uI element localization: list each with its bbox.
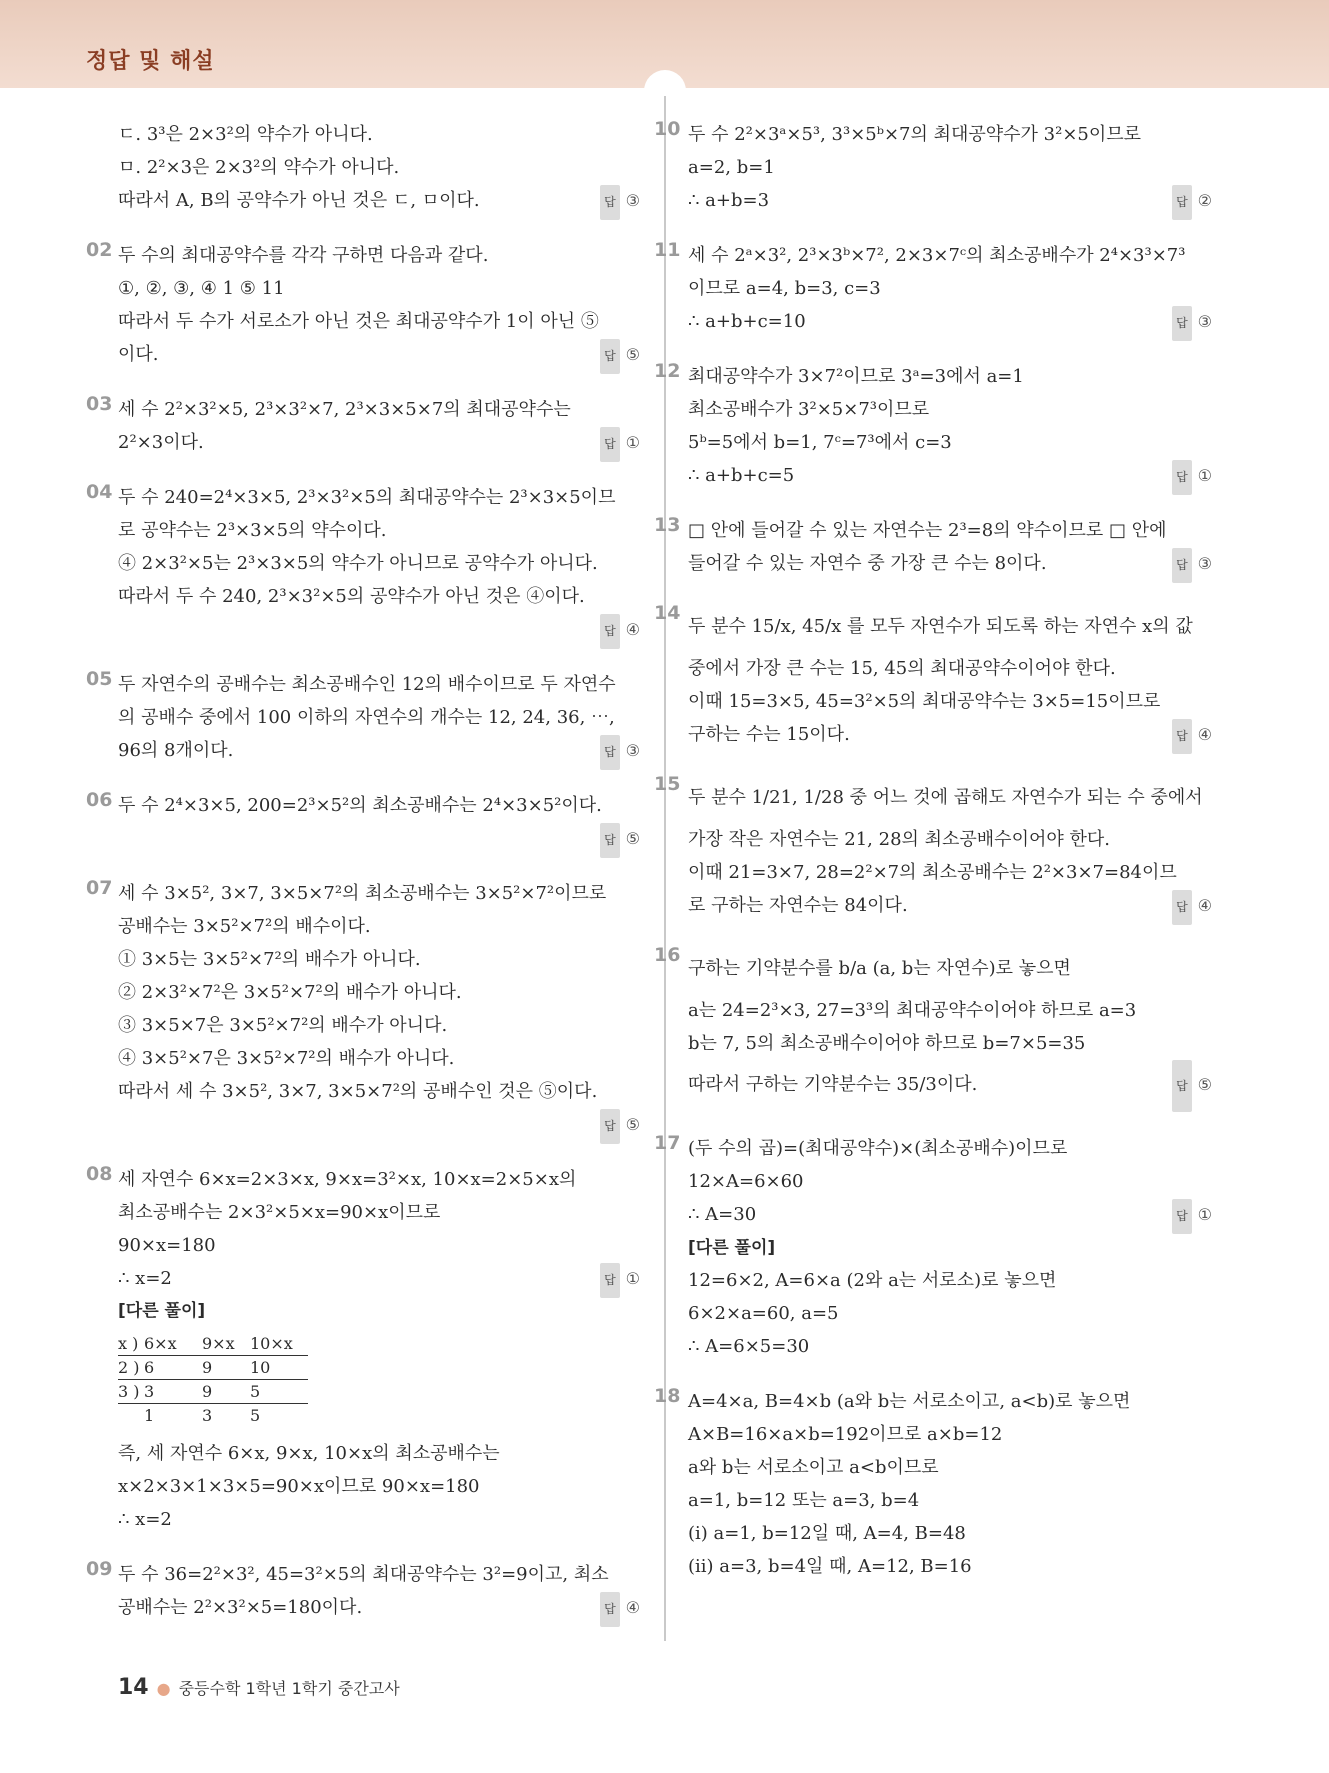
solution-line [118, 239, 640, 272]
ladder-cell: 2 ) [118, 1358, 140, 1377]
left-column [86, 118, 640, 1646]
solution-line [118, 1009, 640, 1042]
answer-mark [1172, 1198, 1212, 1234]
solution-line [118, 338, 640, 371]
solution-line [118, 1591, 640, 1624]
line-text: ①, ②, ③, ④ 1 ⑤ 11 [118, 278, 285, 299]
answer-value: ⑤ [1197, 1075, 1212, 1094]
line-text: 두 수의 최대공약수를 각각 구하면 다음과 같다. [118, 245, 489, 266]
line-text: ∴ a+b+c=5 [688, 465, 795, 486]
ladder-cell: 9 [202, 1358, 213, 1377]
line-text: (두 수의 곱)=(최대공약수)×(최소공배수)이므로 [688, 1138, 1068, 1159]
line-text: A=4×a, B=4×b (a와 b는 서로소이고, a<b)로 놓으면 [688, 1391, 1131, 1412]
answer-tag: 답 [600, 1109, 620, 1144]
answer-mark [600, 1108, 640, 1144]
ladder-cell: 3 ) [118, 1382, 140, 1401]
answer-mark [1172, 889, 1212, 925]
solution-line [688, 1060, 1212, 1110]
problem-number: 07 [86, 877, 113, 899]
solution-line [688, 1330, 1212, 1363]
answer-value: ④ [1197, 896, 1212, 915]
answer-tag: 답 [1172, 460, 1192, 495]
solution-line [688, 718, 1212, 751]
line-text: 두 수 240=2⁴×3×5, 2³×3²×5의 최대공약수는 2³×3×5이므 [118, 487, 616, 508]
line-text: 따라서 두 수 240, 2³×3²×5의 공약수가 아닌 것은 ④이다. [118, 586, 585, 607]
solution-line [688, 1165, 1212, 1198]
answer-value: ④ [625, 1598, 640, 1617]
line-text: 두 수 2²×3ᵃ×5³, 3³×5ᵇ×7의 최대공약수가 3²×5이므로 [688, 124, 1142, 145]
line-text: 세 자연수 6×x=2×3×x, 9×x=3²×x, 10×x=2×5×x의 [118, 1169, 577, 1190]
division-ladder [118, 1332, 640, 1427]
problem-number: 14 [654, 602, 681, 624]
solution-line [688, 118, 1212, 151]
line-text: a와 b는 서로소이고 a<b이므로 [688, 1457, 939, 1478]
answer-value: ① [625, 433, 640, 452]
line-text: a=1, b=12 또는 a=3, b=4 [688, 1490, 920, 1511]
problem-17 [654, 1132, 1212, 1363]
solution-line [118, 943, 640, 976]
ladder-row [118, 1404, 640, 1427]
solution-line [118, 613, 640, 646]
solution-line [688, 1385, 1212, 1418]
solution-line [688, 1451, 1212, 1484]
ladder-cell: 10 [250, 1358, 271, 1377]
answer-value: ① [1197, 1205, 1212, 1224]
page-number: 14 [118, 1675, 149, 1700]
solution-line [118, 1558, 640, 1591]
problem-06 [86, 789, 640, 855]
answer-mark [1172, 1060, 1212, 1112]
answer-value: ⑤ [625, 829, 640, 848]
answer-mark [1172, 547, 1212, 583]
problem-16 [654, 944, 1212, 1110]
answer-mark [600, 1591, 640, 1627]
answer-value: ⑤ [625, 345, 640, 364]
line-text: 이므로 a=4, b=3, c=3 [688, 278, 881, 299]
line-text: 90×x=180 [118, 1235, 216, 1256]
line-text: b는 7, 5의 최소공배수이어야 하므로 b=7×5=35 [688, 1033, 1086, 1054]
line-text: 96의 8개이다. [118, 740, 234, 761]
line-text: 최소공배수는 2×3²×5×x=90×x이므로 [118, 1202, 441, 1223]
ladder-cell: 5 [250, 1406, 261, 1425]
problem-03 [86, 393, 640, 459]
problem-number: 17 [654, 1132, 681, 1154]
line-text: ∴ A=6×5=30 [688, 1336, 810, 1357]
answer-mark [1172, 184, 1212, 220]
solution-line [688, 514, 1212, 547]
solution-line [688, 1418, 1212, 1451]
line-text: 6×2×a=60, a=5 [688, 1303, 839, 1324]
answer-tag: 답 [600, 427, 620, 462]
answer-value: ③ [1197, 554, 1212, 573]
answer-tag: 답 [600, 1592, 620, 1627]
solution-line [118, 514, 640, 547]
answer-mark [600, 822, 640, 858]
solution-line [118, 393, 640, 426]
solution-line [688, 944, 1212, 994]
problem-10 [654, 118, 1212, 217]
solution-line [688, 1027, 1212, 1060]
line-text: 세 수 2²×3²×5, 2³×3²×7, 2³×3×5×7의 최대공약수는 [118, 399, 571, 420]
ladder-cell: 1 [144, 1406, 155, 1425]
solution-line [688, 773, 1212, 823]
solution-line [688, 184, 1212, 217]
line-text: ∴ a+b+c=10 [688, 311, 806, 332]
answer-value: ④ [1197, 725, 1212, 744]
answer-tag: 답 [600, 185, 620, 220]
solution-line [118, 1163, 640, 1196]
problem-number: 06 [86, 789, 113, 811]
line-text: ④ 3×5²×7은 3×5²×7²의 배수가 아니다. [118, 1048, 455, 1069]
line-text: 2²×3이다. [118, 432, 204, 453]
problem-number: 04 [86, 481, 113, 503]
answer-tag: 답 [1172, 719, 1192, 754]
line-text: ③ 3×5×7은 3×5²×7²의 배수가 아니다. [118, 1015, 448, 1036]
solution-line [118, 701, 640, 734]
line-text: ㄷ. 3³은 2×3²의 약수가 아니다. [118, 124, 373, 145]
line-text: ∴ x=2 [118, 1509, 172, 1530]
line-text: 가장 작은 자연수는 21, 28의 최소공배수이어야 한다. [688, 829, 1110, 850]
line-text: 두 분수 1/21, 1/28 중 어느 것에 곱해도 자연수가 되는 수 중에서 [688, 787, 1203, 808]
line-text: 최대공약수가 3×7²이므로 3ᵃ=3에서 a=1 [688, 366, 1024, 387]
answer-mark [600, 1262, 640, 1298]
problem-number: 11 [654, 239, 681, 261]
answer-tag: 답 [1172, 306, 1192, 341]
solution-line [118, 151, 640, 184]
ladder-row [118, 1332, 308, 1356]
solution-line [688, 1517, 1212, 1550]
solution-line [688, 459, 1212, 492]
ladder-cell: 9 [202, 1382, 213, 1401]
line-text: 세 수 3×5², 3×7, 3×5×7²의 최소공배수는 3×5²×7²이므로 [118, 883, 607, 904]
footer [118, 1675, 400, 1700]
line-text: ④ 2×3²×5는 2³×3×5의 약수가 아니므로 공약수가 아니다. [118, 553, 598, 574]
line-text: a는 24=2³×3, 27=3³의 최대공약수이어야 하므로 a=3 [688, 1000, 1137, 1021]
line-text: 세 수 2ᵃ×3², 2³×3ᵇ×7², 2×3×7ᶜ의 최소공배수가 2⁴×3³×7³ [688, 245, 1186, 266]
problem-14 [654, 602, 1212, 751]
solution-line [688, 823, 1212, 856]
line-text: 구하는 기약분수를 b/a (a, b는 자연수)로 놓으면 [688, 958, 1071, 979]
problem-number: 03 [86, 393, 113, 415]
line-text: 로 구하는 자연수는 84이다. [688, 895, 908, 916]
solution-line [118, 1437, 640, 1470]
solution-line [688, 151, 1212, 184]
solution-line [118, 1262, 640, 1295]
answer-tag: 답 [600, 1263, 620, 1298]
ladder-cell: 6 [144, 1358, 155, 1377]
column-divider [664, 96, 666, 1641]
answer-tag: 답 [1172, 1199, 1192, 1234]
line-text: A×B=16×a×b=192이므로 a×b=12 [688, 1424, 1003, 1445]
solution-line [688, 1231, 1212, 1264]
solution-line [118, 822, 640, 855]
line-text: 이때 15=3×5, 45=3²×5의 최대공약수는 3×5=15이므로 [688, 691, 1161, 712]
right-column [654, 118, 1212, 1605]
problem-12 [654, 360, 1212, 492]
answer-tag: 답 [600, 339, 620, 374]
line-text: a=2, b=1 [688, 157, 775, 178]
answer-value: ② [1197, 191, 1212, 210]
answer-tag: 답 [1172, 890, 1192, 925]
ladder-cell: 3 [202, 1406, 213, 1425]
answer-tag: 답 [600, 823, 620, 858]
line-text: 공배수는 2²×3²×5=180이다. [118, 1597, 363, 1618]
problem-number: 05 [86, 668, 113, 690]
solution-line [688, 1550, 1212, 1583]
solution-line [688, 856, 1212, 889]
solution-line [688, 547, 1212, 580]
solution-line [688, 393, 1212, 426]
line-text: 12=6×2, A=6×a (2와 a는 서로소)로 놓으면 [688, 1270, 1057, 1291]
solution-line [688, 889, 1212, 922]
line-text: 두 분수 15/x, 45/x 를 모두 자연수가 되도록 하는 자연수 x의 값 [688, 616, 1193, 637]
problem-08 [86, 1163, 640, 1536]
solution-line [688, 305, 1212, 338]
line-text: ∴ x=2 [118, 1268, 172, 1289]
solution-line [118, 305, 640, 338]
solution-line [118, 426, 640, 459]
line-text: 두 수 36=2²×3², 45=3²×5의 최대공약수는 3²=9이고, 최소 [118, 1564, 609, 1585]
answer-value: ① [1197, 466, 1212, 485]
answer-tag: 답 [1172, 548, 1192, 583]
line-text: ∴ a+b=3 [688, 190, 770, 211]
solution-line [118, 547, 640, 580]
line-text: 따라서 두 수가 서로소가 아닌 것은 최대공약수가 1이 아닌 ⑤ [118, 311, 599, 332]
answer-value: ③ [1197, 312, 1212, 331]
line-text: □ 안에 들어갈 수 있는 자연수는 2³=8의 약수이므로 □ 안에 [688, 520, 1167, 541]
solution-line [688, 1198, 1212, 1231]
line-text: 즉, 세 자연수 6×x, 9×x, 10×x의 최소공배수는 [118, 1443, 500, 1464]
footer-dot-icon: ● [156, 1679, 171, 1698]
answer-mark [600, 184, 640, 220]
answer-mark [600, 734, 640, 770]
solution-line [688, 994, 1212, 1027]
answer-tag: 답 [600, 614, 620, 649]
solution-line [118, 1196, 640, 1229]
line-text: 들어갈 수 있는 자연수 중 가장 큰 수는 8이다. [688, 553, 1047, 574]
problem-15 [654, 773, 1212, 922]
problem-number: 09 [86, 1558, 113, 1580]
problem-07 [86, 877, 640, 1141]
answer-value: ③ [625, 741, 640, 760]
solution-line [118, 976, 640, 1009]
line-text: 구하는 수는 15이다. [688, 724, 850, 745]
answer-mark [1172, 305, 1212, 341]
problem-02 [86, 239, 640, 371]
solution-line [118, 1075, 640, 1108]
solution-line [118, 734, 640, 767]
line-text: 12×A=6×60 [688, 1171, 804, 1192]
line-text: 따라서 구하는 기약분수는 35/3이다. [688, 1074, 978, 1095]
solution-line [118, 118, 640, 151]
problem-cont [118, 118, 640, 217]
problem-05 [86, 668, 640, 767]
ladder-cell: 3 [144, 1382, 155, 1401]
line-text: 이때 21=3×7, 28=2²×7의 최소공배수는 2²×3×7=84이므 [688, 862, 1177, 883]
solution-line [688, 272, 1212, 305]
solution-line [688, 1132, 1212, 1165]
line-text: ② 2×3²×7²은 3×5²×7²의 배수가 아니다. [118, 982, 462, 1003]
alternate-solution-label: [다른 풀이] [118, 1301, 206, 1321]
line-text: 최소공배수가 3²×5×7³이므로 [688, 399, 930, 420]
solution-line [118, 1470, 640, 1503]
line-text: 로 공약수는 2³×3×5의 약수이다. [118, 520, 387, 541]
solution-line [118, 668, 640, 701]
line-text: x×2×3×1×3×5=90×x이므로 90×x=180 [118, 1476, 480, 1497]
solution-line [118, 1042, 640, 1075]
problem-number: 15 [654, 773, 681, 795]
answer-tag: 답 [600, 735, 620, 770]
line-text: 따라서 세 수 3×5², 3×7, 3×5×7²의 공배수인 것은 ⑤이다. [118, 1081, 598, 1102]
problem-number: 08 [86, 1163, 113, 1185]
answer-value: ③ [625, 191, 640, 210]
solution-line [118, 272, 640, 305]
ladder-row [118, 1380, 308, 1404]
ladder-cell: x ) [118, 1334, 139, 1353]
line-text: 따라서 A, B의 공약수가 아닌 것은 ㄷ, ㅁ이다. [118, 190, 480, 211]
solution-line [688, 1264, 1212, 1297]
problem-number: 18 [654, 1385, 681, 1407]
answer-mark [1172, 459, 1212, 495]
solution-line [118, 1503, 640, 1536]
solution-line [688, 360, 1212, 393]
line-text: (ii) a=3, b=4일 때, A=12, B=16 [688, 1556, 972, 1577]
line-text: 의 공배수 중에서 100 이하의 자연수의 개수는 12, 24, 36, ⋯, [118, 707, 615, 728]
problem-04 [86, 481, 640, 646]
answer-mark [1172, 718, 1212, 754]
solution-line [688, 426, 1212, 459]
solution-line [688, 602, 1212, 652]
solution-line [688, 1484, 1212, 1517]
line-text: ① 3×5는 3×5²×7²의 배수가 아니다. [118, 949, 421, 970]
line-text: 5ᵇ=5에서 b=1, 7ᶜ=7³에서 c=3 [688, 432, 952, 453]
problem-18 [654, 1385, 1212, 1583]
problem-13 [654, 514, 1212, 580]
solution-line [118, 877, 640, 910]
line-text: (i) a=1, b=12일 때, A=4, B=48 [688, 1523, 966, 1544]
ladder-row [118, 1356, 308, 1380]
solution-line [688, 652, 1212, 685]
problem-number: 12 [654, 360, 681, 382]
solution-line [688, 239, 1212, 272]
book-title: 중등수학 1학년 1학기 중간고사 [178, 1679, 400, 1698]
solution-line [688, 1297, 1212, 1330]
solution-line [118, 910, 640, 943]
problem-number: 16 [654, 944, 681, 966]
answer-mark [600, 426, 640, 462]
ladder-cell: 9×x [202, 1334, 235, 1353]
answer-value: ① [625, 1269, 640, 1288]
solution-line [118, 1108, 640, 1141]
ladder-cell: 6×x [144, 1334, 177, 1353]
line-text: 두 자연수의 공배수는 최소공배수인 12의 배수이므로 두 자연수 [118, 674, 616, 695]
solution-line [118, 1229, 640, 1262]
answer-value: ④ [625, 620, 640, 639]
ladder-cell: 5 [250, 1382, 261, 1401]
solution-line [118, 789, 640, 822]
solution-line [118, 580, 640, 613]
solution-line [118, 184, 640, 217]
problem-11 [654, 239, 1212, 338]
problem-09 [86, 1558, 640, 1624]
solution-line [118, 481, 640, 514]
line-text: ∴ A=30 [688, 1204, 757, 1225]
line-text: 중에서 가장 큰 수는 15, 45의 최대공약수이어야 한다. [688, 658, 1116, 679]
problem-number: 02 [86, 239, 113, 261]
ladder-cell: 10×x [250, 1334, 293, 1353]
line-text: ㅁ. 2²×3은 2×3²의 약수가 아니다. [118, 157, 400, 178]
answer-mark [600, 613, 640, 649]
problem-number: 13 [654, 514, 681, 536]
answer-tag: 답 [1172, 1060, 1192, 1112]
answer-tag: 답 [1172, 185, 1192, 220]
line-text: [다른 풀이] [688, 1238, 776, 1258]
answer-mark [600, 338, 640, 374]
line-text: 이다. [118, 344, 159, 365]
page-title: 정답 및 해설 [86, 49, 215, 74]
line-text: 공배수는 3×5²×7²의 배수이다. [118, 916, 371, 937]
line-text: 두 수 2⁴×3×5, 200=2³×5²의 최소공배수는 2⁴×3×5²이다. [118, 795, 602, 816]
answer-value: ⑤ [625, 1115, 640, 1134]
problem-number: 10 [654, 118, 681, 140]
solution-line [688, 685, 1212, 718]
